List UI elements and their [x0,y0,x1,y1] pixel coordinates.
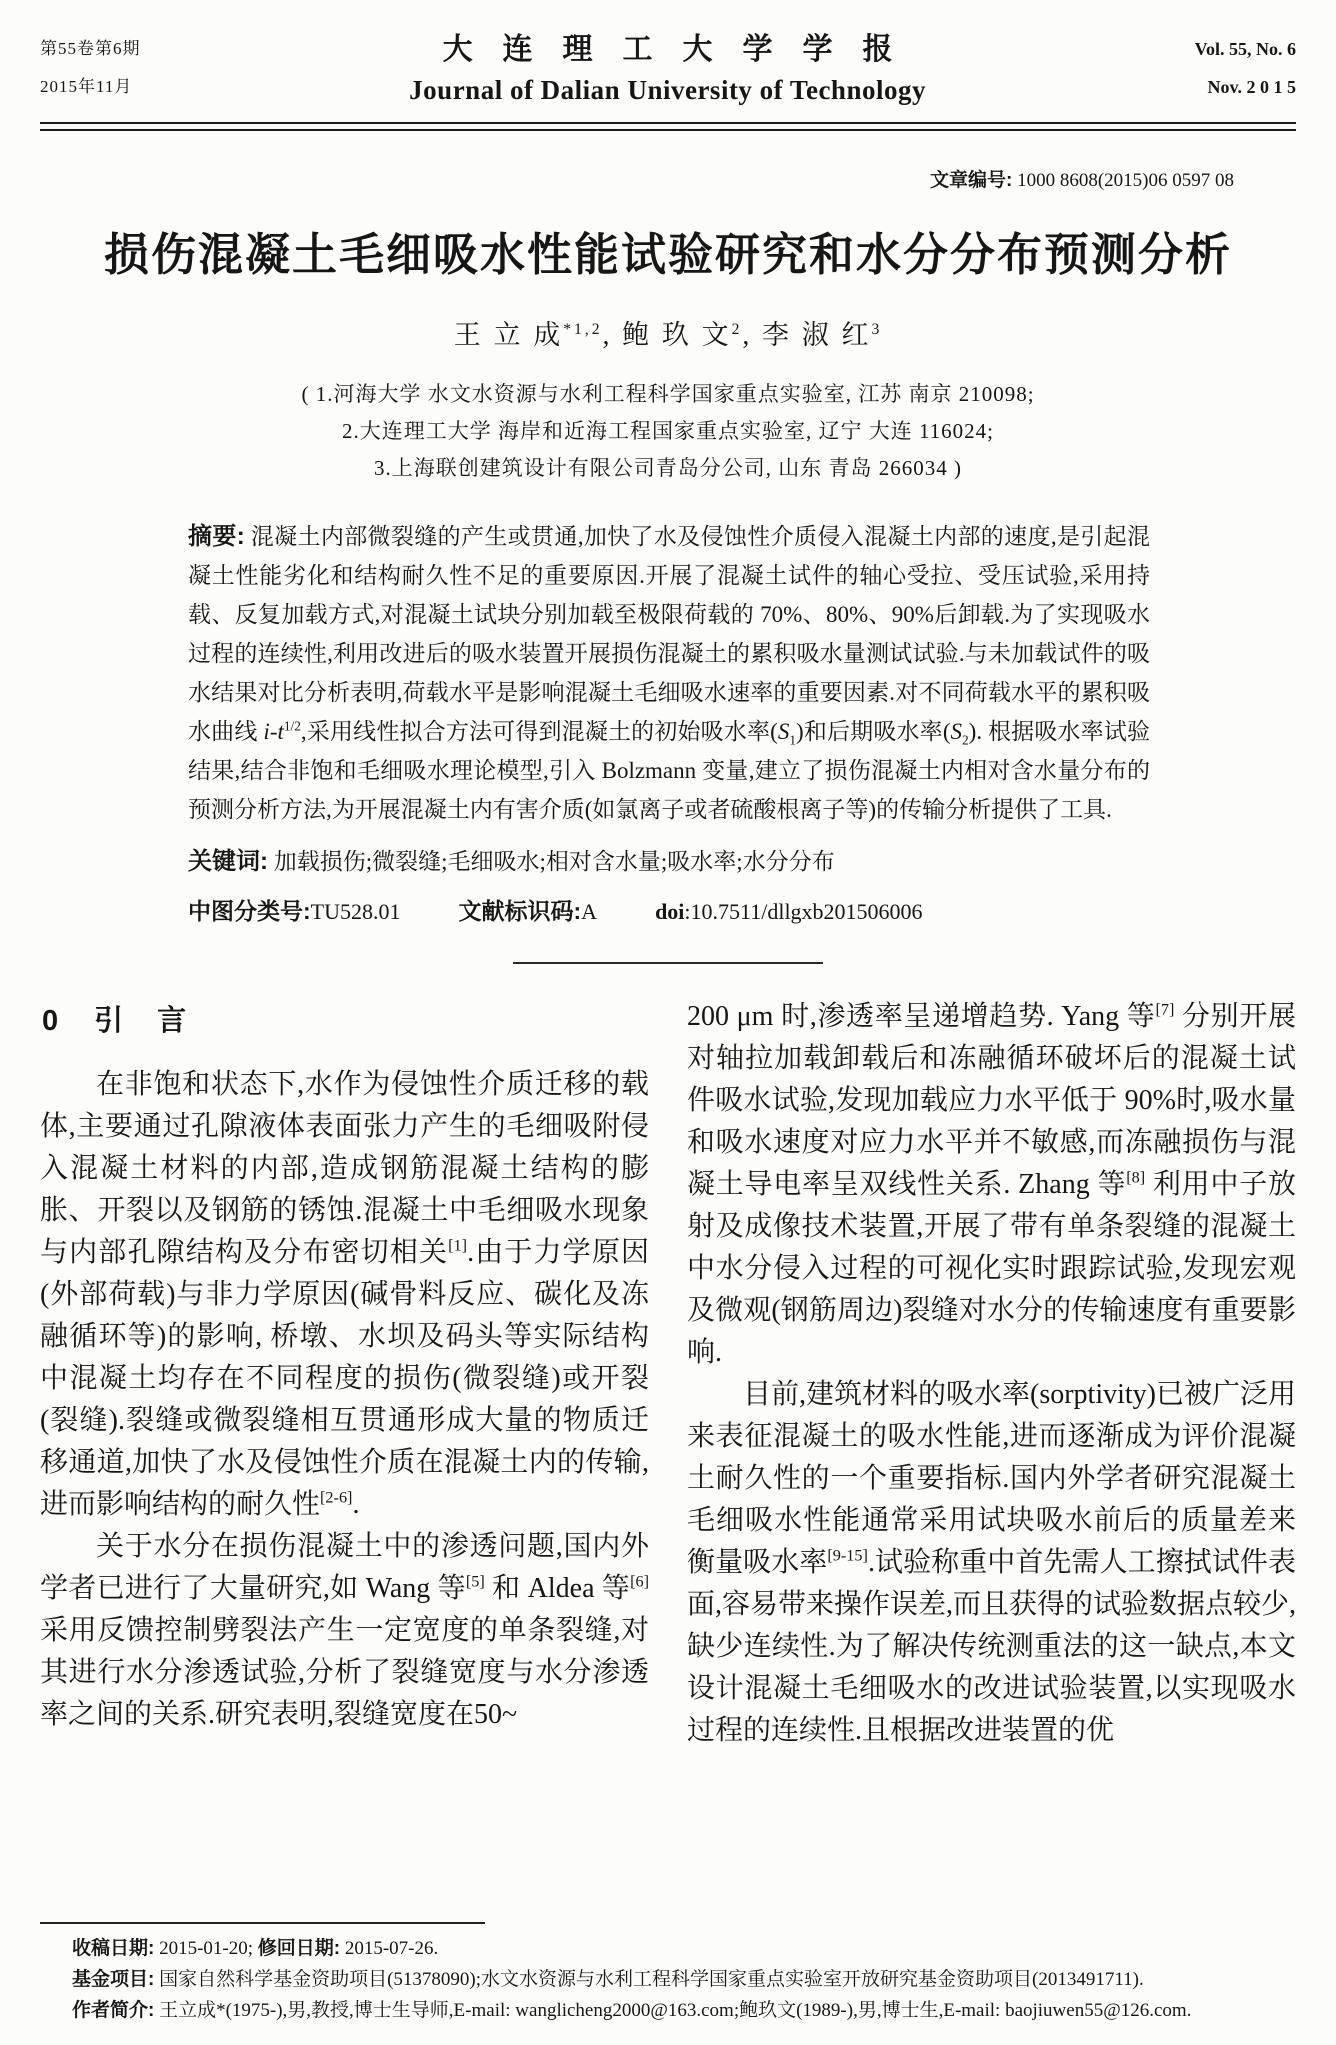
journal-date-en: Nov. 2 0 1 5 [1207,77,1296,97]
journal-issue-cn: 第55卷第6期 [40,39,141,58]
intro-section-heading [42,1000,649,1042]
article-number-label: 文章编号: [930,170,1013,191]
section-divider [513,962,823,964]
doi-value: :10.7511/dllgxb201506006 [684,899,923,924]
fund-project-line: 基金项目: 国家自然科学基金资助项目(51378090);水文水资源与水利工程科学国家重点实验室开放研究基金资助项目(2013491711). [72,1969,1144,1990]
affiliation-line-1: ( 1.河海大学 水文水资源与水利工程科学国家重点实验室, 江苏 南京 210098; [301,382,1035,406]
keywords-text: 加载损伤;微裂缝;毛细吸水;相对含水量;吸水率;水分分布 [268,849,835,874]
author-bio-line: 作者简介: 王立成*(1975-),男,教授,博士生导师,E-mail: wanglicheng2000@163.com;鲍玖文(1989-),男,博士生,E-mail: baojiuwen55@126.com. [72,2000,1192,2021]
received-date-line: 收稿日期: 2015-01-20; 修回日期: 2015-07-26. [72,1938,439,1959]
journal-title-cn: 大连理工大学学报 [442,33,923,66]
body-columns [40,996,1296,1810]
keywords-line [188,843,1150,881]
affiliation-line-3: 3.上海联创建筑设计有限公司青岛分公司, 山东 青岛 266034 ) [374,456,962,480]
affiliation-line-2: 2.大连理工大学 海岸和近海工程国家重点实验室, 辽宁 大连 116024; [341,419,995,443]
abstract-block [188,517,1150,829]
intro-paragraph-1: 在非饱和状态下,水作为侵蚀性介质迁移的载体,主要通过孔隙液体表面张力产生的毛细吸附侵入混凝土材料的内部,造成钢筋混凝土结构的膨胀、开裂以及钢筋的锈蚀.混凝土中毛细吸水现象与内部孔隙结构及分布密切相关[1].由于力学原因(外部荷载)与非力学原因(碱骨料反应、碳化及冻融循环等)的影响, 桥墩、水坝及码头等实际结构中混凝土均存在不同程度的损伤(微裂缝)或开裂(裂缝).裂缝或微裂缝相互贯通形成大量的物质迁移通道,加快了水及侵蚀性介质在混凝土内的传输,进而影响结构的耐久性[2-6]. [40,1069,649,1520]
right-column [687,996,1296,1810]
clc-item [188,893,401,926]
doc-code-item [459,893,598,926]
journal-header [40,30,1296,110]
page-footer [40,1922,1296,2027]
authors-line: 王 立 成$^{*1,2}$, 鲍 玖 文$^2$, 李 淑 红$^3$ [453,320,883,350]
doi-label: doi [655,899,685,924]
abstract-label: 摘要: [188,523,245,550]
intro-section-title: 引言 [94,1005,221,1037]
clc-label: 中图分类号: [188,898,311,924]
doc-code-label: 文献标识码: [458,898,582,924]
keywords-label: 关键词: [188,848,268,875]
affiliations [40,376,1296,487]
journal-vol-en: Vol. 55, No. 6 [1194,39,1296,59]
article-number-value: 1000 8608(2015)06 0597 08 [1017,170,1234,191]
article-number-line [40,165,1296,192]
abstract-text: 混凝土内部微裂缝的产生或贯通,加快了水及侵蚀性介质侵入混凝土内部的速度,是引起混凝土性能劣化和结构耐久性不足的重要原因.开展了混凝土试件的轴心受拉、受压试验,采用持载、反复加载方式,对混凝土试块分别加载至极限荷载的 70%、80%、90%后卸载.为了实现吸水过程的连续性,利用改进后的吸水装置开展损伤混凝土的累积吸水量测试试验.与未加载试件的吸水结果对比分析表明,荷载水平是影响混凝土毛细吸水速率的重要因素.对不同荷载水平的累积吸水曲线 $i-t^{1/2}$,采用线性拟合方法可得到混凝土的初始吸水率$(S_1)$和后期吸水率$(S_2)$. 根据吸水率试验结果,结合非饱和毛细吸水理论模型,引入 Bolzmann 变量,建立了损伤混凝土内相对含水量分布的预测分析方法,为开展混凝土内有害介质(如氯离子或者硫酸根离子等)的传输分析提供了工具. [188,524,1151,822]
classification-line [188,893,1150,926]
header-center [141,30,1195,110]
intro-paragraph-2: 关于水分在损伤混凝土中的渗透问题,国内外学者已进行了大量研究,如 Wang 等[5] 和 Aldea 等[6]采用反馈控制劈裂法产生一定宽度的单条裂缝,对其进行水分渗透试验,分析了裂缝宽度与水分渗透率之间的关系.研究表明,裂缝宽度在50~ [40,1531,650,1730]
header-left [40,30,141,106]
footnote-block [72,1934,1296,2025]
journal-date-cn: 2015年11月 [40,77,133,96]
footnote-rule [40,1922,485,1924]
header-double-rule [40,122,1296,131]
journal-title-en: Journal of Dalian University of Technology [409,75,926,105]
clc-value: TU528.01 [310,899,401,924]
doc-code-value: A [581,899,598,924]
intro-paragraph-4: 目前,建筑材料的吸水率(sorptivity)已被广泛用来表征混凝土的吸水性能,进而逐渐成为评价混凝土耐久性的一个重要指标.国内外学者研究混凝土毛细吸水性能通常采用试块吸水前后的质量差来衡量吸水率[9-15].试验称重中首先需人工擦拭试件表面,容易带来操作误差,而且获得的试验数据点较少,缺少连续性.为了解决传统测重法的这一缺点,本文设计混凝土毛细吸水的改进试验装置,以实现吸水过程的连续性.且根据改进装置的优 [687,1379,1296,1746]
intro-section-number: 0 [42,1005,59,1037]
intro-paragraph-3: 200 μm 时,渗透率呈递增趋势. Yang 等[7] 分别开展对轴拉加载卸载后和冻融循环破坏后的混凝土试件吸水试验,发现加载应力水平低于 90%时,吸水量和吸水速度对应力水平并不敏感,而冻融损伤与混凝土导电率呈双线性关系. Zhang 等[8] 利用中子放射及成像技术装置,开展了带有单条裂缝的混凝土中水分侵入过程的可视化实时跟踪试验,发现宏观及微观(钢筋周边)裂缝对水分的传输速度有重要影响. [687,1000,1296,1368]
doi-item [655,899,923,925]
left-column [40,996,649,1810]
header-right [1195,30,1296,106]
paper-title: 损伤混凝土毛细吸水性能试验研究和水分分布预测分析 [103,229,1232,280]
